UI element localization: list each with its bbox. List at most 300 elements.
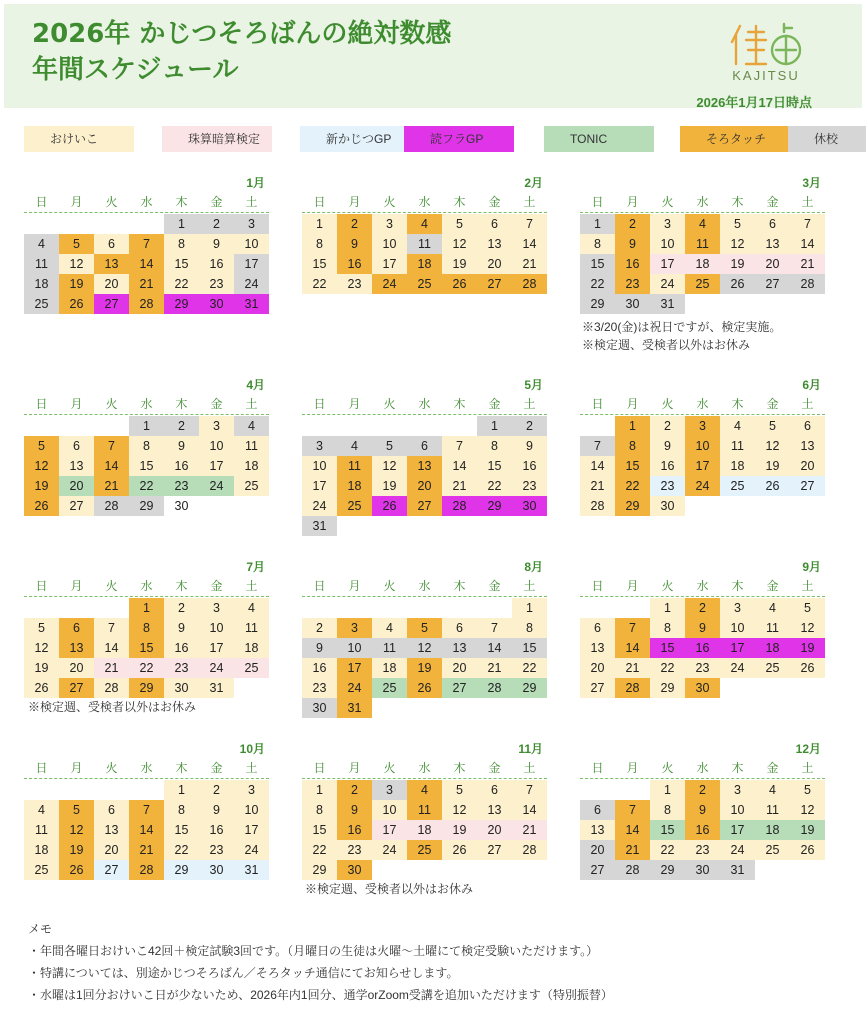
day-cell: 10 xyxy=(372,234,407,254)
weekday-label: 水 xyxy=(140,195,153,209)
day-cell: 27 xyxy=(755,274,790,294)
day-cell: 12 xyxy=(790,800,825,820)
weekday-label: 火 xyxy=(661,579,674,593)
day-cell: 12 xyxy=(24,456,59,476)
kajitsu-logo-icon xyxy=(726,22,806,68)
day-cell: 1 xyxy=(580,214,615,234)
day-cell: 23 xyxy=(650,476,685,496)
kajitsu-logo xyxy=(726,22,806,90)
day-cell: 7 xyxy=(615,618,650,638)
day-cell: 14 xyxy=(129,254,164,274)
day-cell: 3 xyxy=(720,598,755,618)
day-cell: 24 xyxy=(720,840,755,860)
day-cell: 12 xyxy=(720,234,755,254)
day-cell: 31 xyxy=(650,294,685,314)
month-label: 8月 xyxy=(524,560,543,574)
weekday-label: 火 xyxy=(661,761,674,775)
weekday-label: 土 xyxy=(801,397,814,411)
day-cell: 25 xyxy=(720,476,755,496)
weekday-label: 木 xyxy=(453,579,466,593)
day-cell: 3 xyxy=(234,214,269,234)
day-cell: 8 xyxy=(164,800,199,820)
day-cell: 1 xyxy=(512,598,547,618)
day-cell: 25 xyxy=(234,658,269,678)
day-cell: 30 xyxy=(164,678,199,698)
day-cell: 4 xyxy=(337,436,372,456)
day-cell: 5 xyxy=(790,598,825,618)
month-label: 2月 xyxy=(524,176,543,190)
day-cell: 14 xyxy=(512,234,547,254)
day-cell: 15 xyxy=(164,254,199,274)
day-cell: 22 xyxy=(164,274,199,294)
day-cell: 6 xyxy=(790,416,825,436)
day-cell: 28 xyxy=(477,678,512,698)
day-cell: 22 xyxy=(302,840,337,860)
day-cell: 8 xyxy=(477,436,512,456)
day-cell: 28 xyxy=(129,860,164,880)
day-cell: 10 xyxy=(199,618,234,638)
day-cell: 11 xyxy=(407,234,442,254)
memo-line-1: ・年間各曜日おけいこ42回＋検定試験3回です。（月曜日の生徒は火曜～土曜にて検定受験いただけます。） xyxy=(28,944,599,958)
month-label: 10月 xyxy=(239,742,265,756)
day-cell: 13 xyxy=(59,638,94,658)
day-cell: 2 xyxy=(199,214,234,234)
weekday-label: 日 xyxy=(591,397,604,411)
note-march-2: ※検定週、受検者以外はお休み xyxy=(582,338,751,352)
day-cell: 3 xyxy=(650,214,685,234)
day-cell: 19 xyxy=(720,254,755,274)
day-cell: 6 xyxy=(59,618,94,638)
day-cell: 10 xyxy=(685,436,720,456)
note-november: ※検定週、受検者以外はお休み xyxy=(305,882,474,896)
day-cell: 27 xyxy=(580,860,615,880)
weekday-label: 月 xyxy=(70,397,83,411)
day-cell: 26 xyxy=(720,274,755,294)
day-cell: 9 xyxy=(337,800,372,820)
day-cell: 22 xyxy=(129,658,164,678)
month-label: 7月 xyxy=(246,560,265,574)
day-cell: 22 xyxy=(302,274,337,294)
day-cell: 12 xyxy=(442,800,477,820)
day-cell: 4 xyxy=(407,780,442,800)
day-cell: 17 xyxy=(650,254,685,274)
day-cell: 9 xyxy=(337,234,372,254)
day-cell: 20 xyxy=(94,840,129,860)
day-cell: 22 xyxy=(580,274,615,294)
day-cell: 6 xyxy=(580,800,615,820)
day-cell: 20 xyxy=(442,658,477,678)
legend-item-okeiko xyxy=(24,126,164,152)
day-cell: 21 xyxy=(94,658,129,678)
day-cell: 1 xyxy=(164,214,199,234)
day-cell: 25 xyxy=(337,496,372,516)
day-cell: 6 xyxy=(477,780,512,800)
day-cell: 13 xyxy=(94,820,129,840)
day-cell: 17 xyxy=(720,820,755,840)
day-cell: 8 xyxy=(512,618,547,638)
day-cell: 10 xyxy=(337,638,372,658)
day-cell: 19 xyxy=(442,254,477,274)
weekday-label: 金 xyxy=(488,397,501,411)
day-cell: 24 xyxy=(199,476,234,496)
day-cell: 20 xyxy=(59,476,94,496)
day-cell: 29 xyxy=(129,678,164,698)
weekday-header xyxy=(580,394,825,415)
note-july: ※検定週、受検者以外はお休み xyxy=(28,700,197,714)
weekday-label: 土 xyxy=(523,195,536,209)
day-cell: 9 xyxy=(685,800,720,820)
weekday-label: 金 xyxy=(766,579,779,593)
day-cell: 23 xyxy=(685,658,720,678)
memo-section xyxy=(28,918,848,1006)
weekday-label: 月 xyxy=(626,579,639,593)
weekday-label: 木 xyxy=(175,761,188,775)
day-cell: 11 xyxy=(337,456,372,476)
day-cell: 16 xyxy=(302,658,337,678)
day-cell: 5 xyxy=(24,436,59,456)
weekday-label: 水 xyxy=(418,761,431,775)
day-cell: 13 xyxy=(477,800,512,820)
title-line-2: 年間スケジュール xyxy=(32,55,239,85)
day-cell: 20 xyxy=(580,840,615,860)
day-cell: 2 xyxy=(199,780,234,800)
day-cell: 29 xyxy=(164,860,199,880)
weekday-label: 火 xyxy=(661,397,674,411)
day-cell: 23 xyxy=(199,840,234,860)
day-cell: 23 xyxy=(685,840,720,860)
day-cell: 24 xyxy=(720,658,755,678)
day-cell: 6 xyxy=(407,436,442,456)
month-label: 3月 xyxy=(802,176,821,190)
day-cell: 20 xyxy=(477,254,512,274)
day-cell: 21 xyxy=(442,476,477,496)
day-cell: 21 xyxy=(512,820,547,840)
weekday-label: 火 xyxy=(105,761,118,775)
day-cell: 12 xyxy=(407,638,442,658)
day-cell: 24 xyxy=(337,678,372,698)
day-cell: 16 xyxy=(615,254,650,274)
day-cell: 7 xyxy=(615,800,650,820)
day-cell: 12 xyxy=(790,618,825,638)
weekday-label: 月 xyxy=(348,761,361,775)
weekday-label: 月 xyxy=(348,397,361,411)
weekday-label: 水 xyxy=(140,579,153,593)
weekday-label: 金 xyxy=(766,195,779,209)
day-cell: 15 xyxy=(302,254,337,274)
day-cell: 26 xyxy=(59,860,94,880)
weekday-label: 火 xyxy=(383,397,396,411)
day-cell: 7 xyxy=(790,214,825,234)
day-cell: 18 xyxy=(685,254,720,274)
legend-label: TONIC xyxy=(570,132,608,146)
day-cell: 23 xyxy=(615,274,650,294)
day-cell: 5 xyxy=(755,416,790,436)
day-cell: 18 xyxy=(407,820,442,840)
day-cell: 12 xyxy=(442,234,477,254)
day-cell: 3 xyxy=(372,214,407,234)
day-cell: 13 xyxy=(790,436,825,456)
day-cell: 8 xyxy=(580,234,615,254)
day-cell: 23 xyxy=(337,840,372,860)
weekday-label: 火 xyxy=(383,579,396,593)
day-cell: 1 xyxy=(302,780,337,800)
weekday-label: 木 xyxy=(731,579,744,593)
day-cell: 15 xyxy=(650,820,685,840)
day-cell: 4 xyxy=(755,598,790,618)
weekday-header xyxy=(580,758,825,779)
day-cell: 30 xyxy=(650,496,685,516)
day-cell: 8 xyxy=(164,234,199,254)
day-cell: 27 xyxy=(59,496,94,516)
weekday-label: 日 xyxy=(591,761,604,775)
day-cell: 3 xyxy=(372,780,407,800)
day-cell: 4 xyxy=(234,416,269,436)
day-cell: 7 xyxy=(477,618,512,638)
day-cell: 19 xyxy=(59,840,94,860)
day-cell: 10 xyxy=(372,800,407,820)
weekday-label: 土 xyxy=(801,195,814,209)
day-cell: 11 xyxy=(234,618,269,638)
day-cell: 24 xyxy=(372,274,407,294)
weekday-label: 木 xyxy=(453,761,466,775)
day-cell: 11 xyxy=(24,254,59,274)
day-cell: 15 xyxy=(129,638,164,658)
day-cell: 8 xyxy=(615,436,650,456)
day-cell: 18 xyxy=(407,254,442,274)
day-cell: 12 xyxy=(24,638,59,658)
day-cell: 3 xyxy=(234,780,269,800)
day-cell: 24 xyxy=(234,274,269,294)
day-cell: 23 xyxy=(164,476,199,496)
day-cell: 14 xyxy=(790,234,825,254)
weekday-label: 火 xyxy=(661,195,674,209)
weekday-label: 水 xyxy=(696,195,709,209)
day-cell: 27 xyxy=(94,860,129,880)
day-cell: 1 xyxy=(302,214,337,234)
day-cell: 8 xyxy=(129,618,164,638)
day-cell: 7 xyxy=(129,234,164,254)
weekday-label: 日 xyxy=(313,195,326,209)
weekday-label: 土 xyxy=(523,579,536,593)
day-cell: 19 xyxy=(755,456,790,476)
weekday-label: 土 xyxy=(245,397,258,411)
legend-label: 新かじつGP xyxy=(326,132,392,146)
weekday-label: 木 xyxy=(175,397,188,411)
day-cell: 27 xyxy=(580,678,615,698)
day-cell: 16 xyxy=(685,638,720,658)
day-cell: 24 xyxy=(199,658,234,678)
day-cell: 5 xyxy=(59,800,94,820)
day-cell: 10 xyxy=(199,436,234,456)
day-cell: 6 xyxy=(580,618,615,638)
day-cell: 25 xyxy=(407,274,442,294)
day-cell: 3 xyxy=(302,436,337,456)
day-cell: 20 xyxy=(59,658,94,678)
weekday-label: 水 xyxy=(418,579,431,593)
memo-line-2: ・特講については、別途かじつそろばん／そろタッチ通信にてお知らせします。 xyxy=(28,966,459,980)
legend-item-yomi xyxy=(404,126,544,152)
weekday-label: 土 xyxy=(523,397,536,411)
day-cell: 25 xyxy=(24,294,59,314)
day-cell: 7 xyxy=(94,618,129,638)
day-cell: 10 xyxy=(720,618,755,638)
day-cell: 5 xyxy=(442,780,477,800)
weekday-header xyxy=(302,576,547,597)
day-cell: 26 xyxy=(790,840,825,860)
logo-text: KAJITSU xyxy=(732,68,800,83)
day-cell: 15 xyxy=(615,456,650,476)
day-cell: 17 xyxy=(372,820,407,840)
day-cell: 17 xyxy=(234,820,269,840)
day-cell: 11 xyxy=(407,800,442,820)
day-cell: 8 xyxy=(302,234,337,254)
weekday-label: 日 xyxy=(591,195,604,209)
day-cell: 28 xyxy=(512,274,547,294)
day-cell: 13 xyxy=(94,254,129,274)
weekday-header xyxy=(24,192,269,213)
day-cell: 13 xyxy=(407,456,442,476)
day-cell: 29 xyxy=(302,860,337,880)
day-cell: 4 xyxy=(685,214,720,234)
day-cell: 18 xyxy=(720,456,755,476)
weekday-label: 土 xyxy=(801,761,814,775)
day-cell: 2 xyxy=(615,214,650,234)
weekday-label: 日 xyxy=(313,579,326,593)
day-cell: 27 xyxy=(94,294,129,314)
day-cell: 16 xyxy=(199,254,234,274)
day-cell: 10 xyxy=(650,234,685,254)
day-cell: 31 xyxy=(720,860,755,880)
day-cell: 6 xyxy=(94,800,129,820)
day-cell: 25 xyxy=(372,678,407,698)
day-cell: 27 xyxy=(477,274,512,294)
day-cell: 2 xyxy=(302,618,337,638)
day-cell: 6 xyxy=(477,214,512,234)
day-cell: 14 xyxy=(94,638,129,658)
day-cell: 14 xyxy=(512,800,547,820)
legend-item-tonic xyxy=(544,126,684,152)
day-cell: 27 xyxy=(407,496,442,516)
day-cell: 25 xyxy=(755,840,790,860)
weekday-label: 日 xyxy=(35,195,48,209)
day-cell: 21 xyxy=(615,840,650,860)
day-cell: 20 xyxy=(407,476,442,496)
day-cell: 1 xyxy=(164,780,199,800)
weekday-label: 月 xyxy=(348,579,361,593)
day-cell: 25 xyxy=(24,860,59,880)
day-cell: 16 xyxy=(199,820,234,840)
month-label: 11月 xyxy=(518,742,543,756)
weekday-header xyxy=(24,394,269,415)
day-cell: 17 xyxy=(337,658,372,678)
day-cell: 21 xyxy=(615,658,650,678)
day-cell: 5 xyxy=(372,436,407,456)
weekday-label: 水 xyxy=(696,579,709,593)
day-cell: 30 xyxy=(302,698,337,718)
day-cell: 26 xyxy=(755,476,790,496)
weekday-label: 水 xyxy=(696,761,709,775)
day-cell: 15 xyxy=(477,456,512,476)
legend-label: そろタッチ xyxy=(706,132,767,146)
day-cell: 1 xyxy=(129,598,164,618)
day-cell: 6 xyxy=(94,234,129,254)
day-cell: 19 xyxy=(372,476,407,496)
day-cell: 26 xyxy=(24,678,59,698)
day-cell: 30 xyxy=(615,294,650,314)
day-cell: 17 xyxy=(199,456,234,476)
weekday-label: 月 xyxy=(626,397,639,411)
day-cell: 3 xyxy=(720,780,755,800)
day-cell: 9 xyxy=(302,638,337,658)
day-cell: 14 xyxy=(129,820,164,840)
weekday-label: 火 xyxy=(383,195,396,209)
day-cell: 17 xyxy=(720,638,755,658)
day-cell: 21 xyxy=(129,840,164,860)
day-cell: 4 xyxy=(24,234,59,254)
weekday-label: 木 xyxy=(731,761,744,775)
day-cell: 28 xyxy=(94,678,129,698)
day-cell: 4 xyxy=(755,780,790,800)
day-cell: 25 xyxy=(234,476,269,496)
day-cell: 21 xyxy=(790,254,825,274)
day-cell: 20 xyxy=(790,456,825,476)
day-cell: 9 xyxy=(199,234,234,254)
day-cell: 5 xyxy=(790,780,825,800)
day-cell: 16 xyxy=(337,254,372,274)
weekday-label: 木 xyxy=(731,195,744,209)
day-cell: 18 xyxy=(372,658,407,678)
day-cell: 13 xyxy=(580,820,615,840)
day-cell: 19 xyxy=(59,274,94,294)
day-cell: 22 xyxy=(164,840,199,860)
day-cell: 19 xyxy=(442,820,477,840)
day-cell: 4 xyxy=(372,618,407,638)
day-cell: 18 xyxy=(755,638,790,658)
day-cell: 2 xyxy=(164,416,199,436)
day-cell: 3 xyxy=(337,618,372,638)
day-cell: 30 xyxy=(337,860,372,880)
day-cell: 29 xyxy=(164,294,199,314)
day-cell: 10 xyxy=(234,234,269,254)
weekday-header xyxy=(24,758,269,779)
day-cell: 26 xyxy=(59,294,94,314)
weekday-label: 水 xyxy=(696,397,709,411)
weekday-label: 金 xyxy=(210,761,223,775)
day-cell: 29 xyxy=(477,496,512,516)
day-cell: 27 xyxy=(477,840,512,860)
day-cell: 29 xyxy=(129,496,164,516)
day-cell: 24 xyxy=(234,840,269,860)
weekday-label: 土 xyxy=(801,579,814,593)
day-cell: 13 xyxy=(580,638,615,658)
day-cell: 20 xyxy=(477,820,512,840)
day-cell: 4 xyxy=(720,416,755,436)
day-cell: 29 xyxy=(650,860,685,880)
month-label: 12月 xyxy=(795,742,821,756)
weekday-label: 水 xyxy=(140,397,153,411)
day-cell: 27 xyxy=(790,476,825,496)
weekday-label: 土 xyxy=(245,195,258,209)
day-cell: 20 xyxy=(580,658,615,678)
weekday-label: 土 xyxy=(523,761,536,775)
day-cell: 15 xyxy=(580,254,615,274)
day-cell: 29 xyxy=(615,496,650,516)
day-cell: 16 xyxy=(685,820,720,840)
day-cell: 30 xyxy=(174,499,189,513)
memo-line-3: ・水曜は1回分おけいこ日が少ないため、2026年内1回分、通学orZoom受講を追加いただけます（特別振替） xyxy=(28,988,613,1002)
day-cell: 13 xyxy=(755,234,790,254)
day-cell: 28 xyxy=(790,274,825,294)
